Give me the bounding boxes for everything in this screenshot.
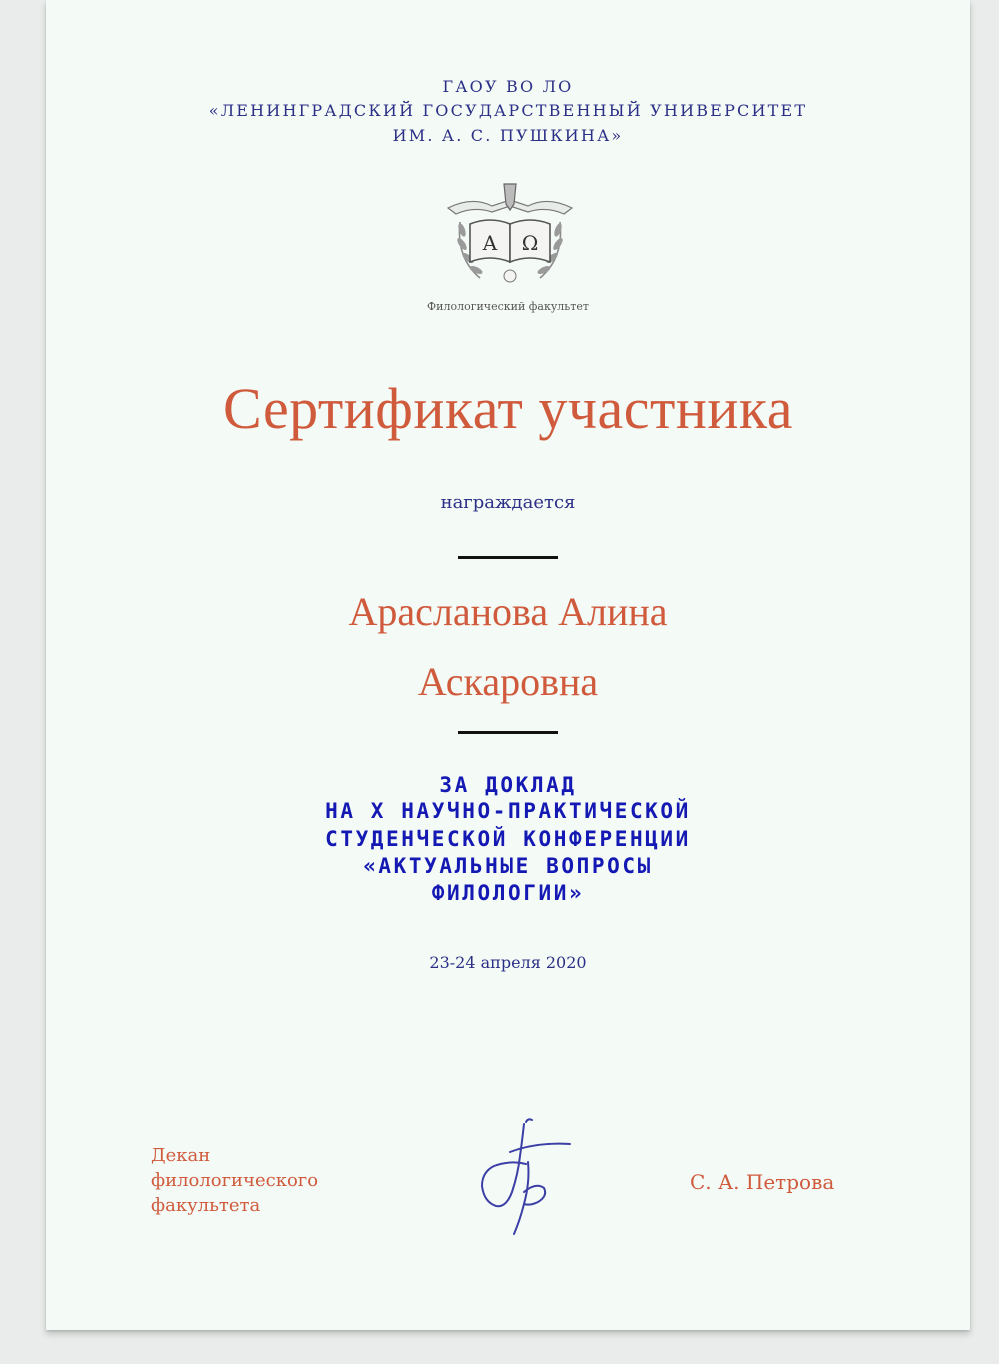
divider-bottom [458, 731, 558, 734]
certificate-title: Сертификат участника [223, 376, 793, 441]
recipient-name: Арасланова Алина [348, 589, 668, 634]
reason-line: СТУДЕНЧЕСКОЙ КОНФЕРЕНЦИИ [325, 827, 691, 851]
dean-title: филологического [151, 1170, 319, 1191]
awarded-label: награждается [440, 492, 576, 513]
divider-top [458, 556, 558, 559]
emblem-alpha: А [482, 231, 498, 255]
reason-line: НА X НАУЧНО-ПРАКТИЧЕСКОЙ [325, 799, 691, 823]
faculty-caption: Филологический факультет [427, 300, 589, 313]
dean-title: Декан [151, 1145, 211, 1166]
certificate-page [46, 0, 970, 1330]
reason-line: «АКТУАЛЬНЫЕ ВОПРОСЫ [363, 854, 653, 878]
emblem-omega: Ω [521, 231, 539, 255]
institution-name: «ЛЕНИНГРАДСКИЙ ГОСУДАРСТВЕННЫЙ УНИВЕРСИТЕТ [208, 101, 808, 120]
signature [466, 1112, 586, 1238]
institution-abbrev: ГАОУ ВО ЛО [442, 77, 574, 96]
institution-name-cont: ИМ. А. С. ПУШКИНА» [392, 126, 624, 145]
dean-title: факультета [151, 1195, 261, 1216]
event-date: 23-24 апреля 2020 [429, 953, 587, 972]
dean-name: С. А. Петрова [690, 1170, 835, 1194]
reason-line: ЗА ДОКЛАД [439, 773, 577, 797]
university-emblem [442, 178, 578, 290]
reason-line: ФИЛОЛОГИИ» [431, 881, 585, 905]
recipient-patronymic: Аскаровна [417, 659, 599, 704]
